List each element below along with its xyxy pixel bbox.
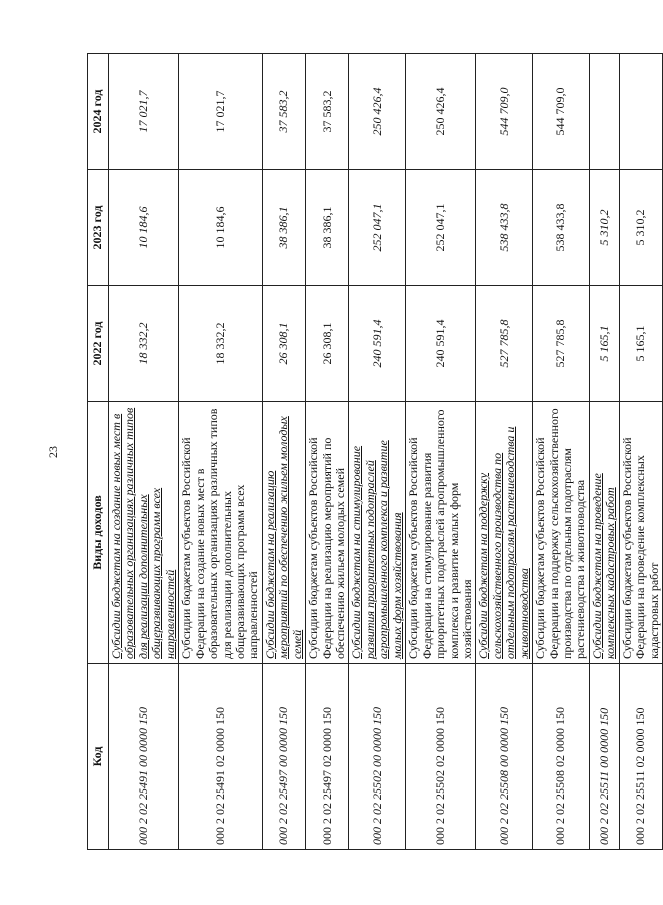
budget-revenue-table [87,53,663,850]
cell-year-2024: 544 709,0 [533,54,590,170]
cell-year-2022: 18 332,2 [109,286,179,402]
cell-code: 000 2 02 25511 00 0000 150 [589,664,619,850]
page-number: 23 [46,446,60,458]
cell-year-2024: 250 426,4 [406,54,476,170]
cell-year-2023: 252 047,1 [349,170,406,286]
table-row [589,54,619,850]
cell-year-2022: 18 332,2 [179,286,263,402]
cell-year-2022: 240 591,4 [349,286,406,402]
cell-year-2024: 37 583,2 [306,54,349,170]
cell-code: 000 2 02 25502 02 0000 150 [406,664,476,850]
cell-year-2022: 5 165,1 [589,286,619,402]
cell-year-2022: 5 165,1 [619,286,662,402]
table-row [533,54,590,850]
header-year-2022: 2022 год [88,286,109,402]
header-code: Код [88,664,109,850]
cell-revenue-type: Субсидии бюджетам на проведение комплексных кадастровых работ [589,402,619,664]
cell-revenue-type: Субсидии бюджетам субъектов Российской Федерации на поддержку сельскохозяйственного производства по отдельным подотраслям растениеводства и животноводства [533,402,590,664]
cell-year-2023: 538 433,8 [476,170,533,286]
cell-code: 000 2 02 25497 00 0000 150 [262,664,305,850]
cell-code: 000 2 02 25508 00 0000 150 [476,664,533,850]
cell-revenue-type: Субсидии бюджетам на поддержку сельскохозяйственного производства по отдельным подотраслям растениеводства и животноводства [476,402,533,664]
cell-code: 000 2 02 25511 02 0000 150 [619,664,662,850]
cell-year-2022: 240 591,4 [406,286,476,402]
cell-year-2024: 37 583,2 [262,54,305,170]
cell-year-2023: 5 310,2 [619,170,662,286]
cell-revenue-type: Субсидии бюджетам субъектов Российской Федерации на создание новых мест в образовательных организациях различных типов для реализации дополнительных общеразвивающих программ всех направленностей [179,402,263,664]
table-row [179,54,263,850]
cell-code: 000 2 02 25491 02 0000 150 [179,664,263,850]
cell-year-2022: 26 308,1 [306,286,349,402]
cell-revenue-type: Субсидии бюджетам на создание новых мест в образовательных организациях различных типов для реализации дополнительных общеразвивающих программ всех направленностей [109,402,179,664]
cell-year-2022: 527 785,8 [476,286,533,402]
cell-code: 000 2 02 25502 00 0000 150 [349,664,406,850]
cell-revenue-type: Субсидии бюджетам на реализацию мероприятий по обеспечению жильем молодых семей [262,402,305,664]
table-row [109,54,179,850]
cell-year-2023: 5 310,2 [589,170,619,286]
cell-year-2023: 38 386,1 [262,170,305,286]
cell-year-2022: 26 308,1 [262,286,305,402]
cell-year-2023: 252 047,1 [406,170,476,286]
cell-code: 000 2 02 25508 02 0000 150 [533,664,590,850]
cell-year-2024: 17 021,7 [109,54,179,170]
cell-year-2024: 250 426,4 [349,54,406,170]
table-row [306,54,349,850]
cell-year-2024: 17 021,7 [179,54,263,170]
cell-year-2024: 544 709,0 [476,54,533,170]
cell-revenue-type: Субсидии бюджетам субъектов Российской Федерации на стимулирование развития приоритетных подотраслей агропромышленного комплекса и развитие малых форм хозяйствования [406,402,476,664]
cell-code: 000 2 02 25497 02 0000 150 [306,664,349,850]
cell-revenue-type: Субсидии бюджетам субъектов Российской Федерации на проведение комплексных кадастровых работ [619,402,662,664]
table-row [476,54,533,850]
header-revenue-type: Виды доходов [88,402,109,664]
cell-year-2024 [619,54,662,170]
table-header-row [88,54,109,850]
cell-year-2023: 38 386,1 [306,170,349,286]
cell-revenue-type: Субсидии бюджетам субъектов Российской Федерации на реализацию мероприятий по обеспечению жильем молодых семей [306,402,349,664]
table-row [349,54,406,850]
table-body [109,54,663,850]
header-year-2024: 2024 год [88,54,109,170]
cell-year-2023: 10 184,6 [109,170,179,286]
header-year-2023: 2023 год [88,170,109,286]
cell-year-2023: 10 184,6 [179,170,263,286]
cell-year-2023: 538 433,8 [533,170,590,286]
cell-year-2024 [589,54,619,170]
table-row [406,54,476,850]
table-row [262,54,305,850]
table-row [619,54,662,850]
cell-year-2022: 527 785,8 [533,286,590,402]
rotated-table-container [87,54,661,850]
cell-code: 000 2 02 25491 00 0000 150 [109,664,179,850]
cell-revenue-type: Субсидии бюджетам на стимулирование развития приоритетных подотраслей агропромышленного комплекса и развитие малых форм хозяйствования [349,402,406,664]
